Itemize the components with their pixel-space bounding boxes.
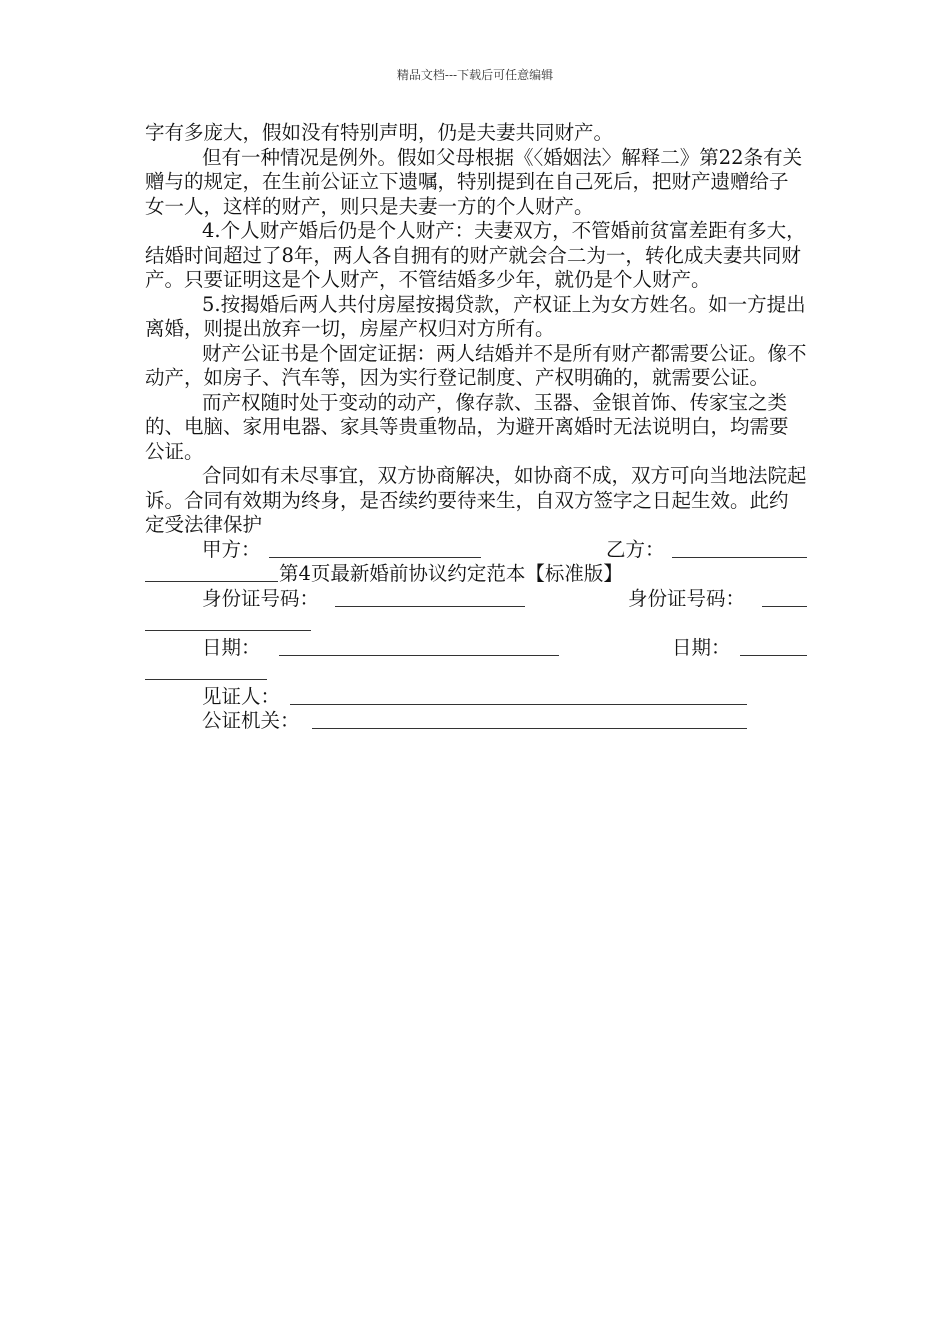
page-header: 精品文档---下载后可任意编辑 (396, 68, 554, 82)
party-signature-row (145, 538, 807, 563)
paragraph: 财产公证书是个固定证据：两人结婚并不是所有财产都需要公证。像不动产，如房子、汽车等，因为实行登记制度、产权明确的，就需要公证。 (145, 341, 807, 389)
paragraph: 但有一种情况是例外。假如父母根据《〈婚姻法〉解释二》第22条有关赠与的规定，在生前公证立下遗嘱，特别提到在自己死后，把财产遗赠给子女一人，这样的财产，则只是夫妻一方的个人财产。 (145, 145, 803, 218)
date-a-blank[interactable] (279, 636, 559, 663)
party-b-label: 乙方： (606, 537, 665, 561)
party-b-blank-continued[interactable] (145, 562, 278, 589)
date-b-blank-continued[interactable] (145, 660, 267, 687)
witness-row (145, 685, 807, 710)
id-a-blank[interactable] (335, 587, 525, 614)
party-a-label: 甲方： (202, 537, 261, 561)
paragraph: 5.按揭婚后两人共付房屋按揭贷款，产权证上为女方姓名。如一方提出离婚，则提出放弃一切，房屋产权归对方所有。 (145, 292, 806, 340)
title-row (145, 562, 807, 587)
notary-blank[interactable] (312, 709, 747, 736)
id-b-blank[interactable] (762, 587, 807, 614)
id-label-b: 身份证号码： (628, 586, 746, 610)
witness-blank[interactable] (290, 685, 747, 712)
document-body (145, 121, 807, 734)
notary-label: 公证机关： (202, 709, 300, 732)
date-label-a: 日期： (202, 635, 261, 659)
id-continued-row (145, 611, 807, 636)
footer-title: 第4页最新婚前协议约定范本【标准版】 (279, 562, 623, 585)
date-b-blank[interactable] (740, 636, 807, 663)
id-b-blank-continued[interactable] (145, 611, 311, 638)
date-row (145, 636, 807, 661)
paragraph: 字有多庞大，假如没有特别声明，仍是夫妻共同财产。 (145, 121, 614, 144)
id-row (145, 587, 807, 612)
date-continued-row (145, 660, 807, 685)
party-a-blank[interactable] (269, 538, 481, 565)
party-b-blank[interactable] (672, 538, 807, 565)
date-label-b: 日期： (672, 635, 731, 659)
id-label-a: 身份证号码： (202, 586, 320, 610)
paragraph: 合同如有未尽事宜，双方协商解决，如协商不成，双方可向当地法院起诉。合同有效期为终身，是否续约要待来生，自双方签字之日起生效。此约定受法律保护 (145, 464, 807, 536)
notary-row (145, 709, 807, 734)
witness-label: 见证人： (202, 684, 281, 708)
paragraph: 而产权随时处于变动的动产，像存款、玉器、金银首饰、传家宝之类的、电脑、家用电器、家具等贵重物品，为避开离婚时无法说明白，均需要公证。 (145, 390, 789, 463)
paragraph: 4.个人财产婚后仍是个人财产：夫妻双方，不管婚前贫富差距有多大，结婚时间超过了8年，两人各自拥有的财产就会合二为一，转化成夫妻共同财产。只要证明这是个人财产，不管结婚多少年，就仍是个人财产。 (145, 219, 806, 291)
